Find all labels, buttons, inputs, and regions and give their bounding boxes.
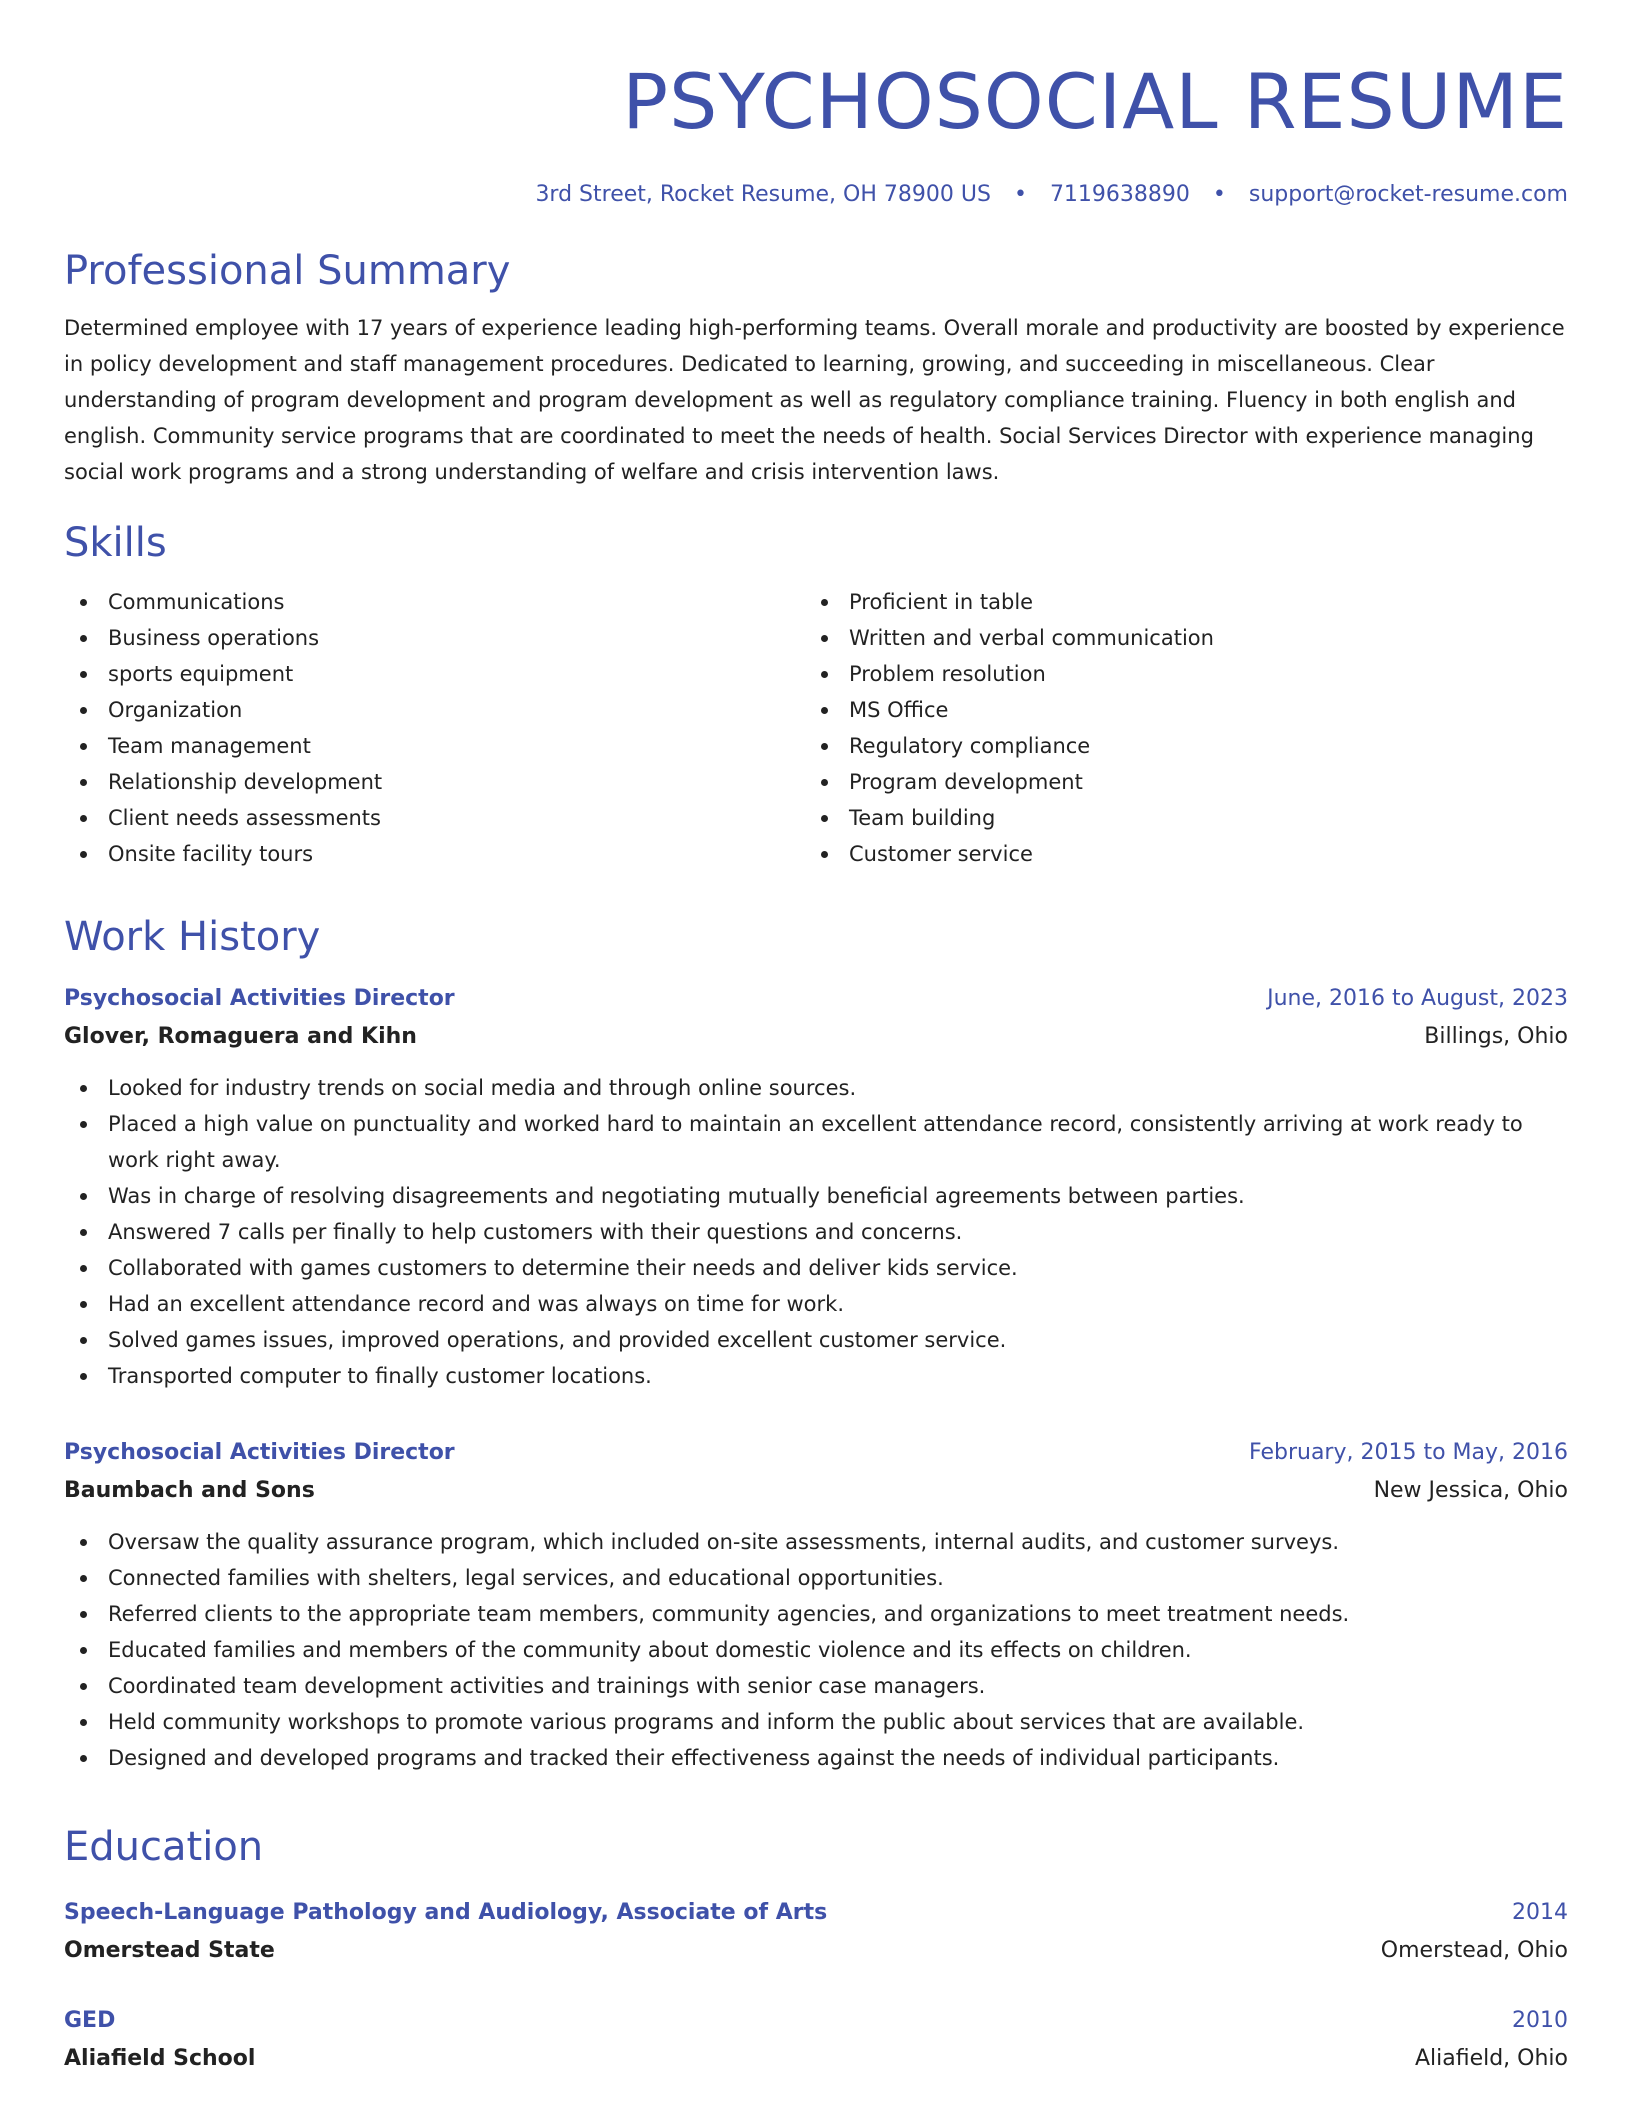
job-dates: June, 2016 to August, 2023 [1267, 986, 1568, 1011]
education-school: Aliafield School [64, 2046, 256, 2071]
education-entry [64, 2002, 1568, 2078]
skill-item: MS Office [805, 692, 1546, 728]
contact-phone: 7119638890 [1049, 182, 1190, 207]
skill-item: sports equipment [64, 656, 805, 692]
skill-item: Proficient in table [805, 584, 1546, 620]
job-bullet: Had an excellent attendance record and was always on time for work. [64, 1286, 1568, 1322]
job-bullet: Solved games issues, improved operations, and provided excellent customer service. [64, 1322, 1568, 1358]
skill-item: Team management [64, 728, 805, 764]
education-year: 2010 [1512, 2008, 1568, 2033]
education-degree: GED [64, 2008, 116, 2033]
job-bullet: Placed a high value on punctuality and worked hard to maintain an excellent attendance record, consistently arriving at work ready to work right away. [64, 1106, 1568, 1178]
job-location: New Jessica, Ohio [1373, 1478, 1568, 1503]
job-company-row [64, 1018, 1568, 1056]
summary-title: Professional Summary [64, 248, 511, 294]
skill-item: Customer service [805, 836, 1546, 872]
job-bullet: Answered 7 calls per finally to help customers with their questions and concerns. [64, 1214, 1568, 1250]
education-title: Education [64, 1824, 264, 1870]
summary-text: Determined employee with 17 years of experience leading high-performing teams. Overall morale and productivity are boosted by experience in policy development and staff management procedures. Dedicated to learning, growing, and succeeding in miscellaneous. Clear understanding of program development and program development as well as regulatory compliance training. Fluency in both english and english. Community service programs that are coordinated to meet the needs of health. Social Services Director with experience managing social work programs and a strong understanding of welfare and crisis intervention laws. [64, 316, 1565, 484]
job-bullet: Coordinated team development activities and trainings with senior case managers. [64, 1668, 1568, 1704]
job-entry [64, 980, 1568, 1394]
education-header-row [64, 1894, 1568, 1932]
skills-title: Skills [64, 520, 167, 566]
education-year: 2014 [1512, 1900, 1568, 1925]
job-role: Psychosocial Activities Director [64, 1440, 455, 1465]
skill-item: Team building [805, 800, 1546, 836]
job-bullet: Held community workshops to promote various programs and inform the public about services that are available. [64, 1704, 1568, 1740]
job-company: Baumbach and Sons [64, 1478, 315, 1503]
skill-item: Relationship development [64, 764, 805, 800]
job-location: Billings, Ohio [1424, 1024, 1568, 1049]
skill-item: Communications [64, 584, 805, 620]
education-school-row [64, 2040, 1568, 2078]
job-role: Psychosocial Activities Director [64, 986, 455, 1011]
skill-item: Regulatory compliance [805, 728, 1546, 764]
skill-item: Problem resolution [805, 656, 1546, 692]
education-header-row [64, 2002, 1568, 2040]
job-company-row [64, 1472, 1568, 1510]
contact-email: support@rocket-resume.com [1248, 182, 1568, 207]
education-school: Omerstead State [64, 1938, 275, 1963]
skills-column-right [805, 584, 1546, 872]
job-bullet: Referred clients to the appropriate team members, community agencies, and organizations to meet treatment needs. [64, 1596, 1568, 1632]
work-history-title: Work History [64, 914, 321, 960]
education-location: Omerstead, Ohio [1380, 1938, 1568, 1963]
education-entry [64, 1894, 1568, 1970]
job-bullet: Educated families and members of the community about domestic violence and its effects on children. [64, 1632, 1568, 1668]
contact-separator: • [1212, 182, 1226, 207]
skill-item: Program development [805, 764, 1546, 800]
skills-grid [64, 584, 1568, 872]
job-bullets [64, 1070, 1568, 1394]
contact-separator: • [1013, 182, 1027, 207]
job-company: Glover, Romaguera and Kihn [64, 1024, 417, 1049]
education-school-row [64, 1932, 1568, 1970]
skill-item: Organization [64, 692, 805, 728]
education-degree: Speech-Language Pathology and Audiology, Associate of Arts [64, 1900, 828, 1925]
job-bullet: Connected families with shelters, legal services, and educational opportunities. [64, 1560, 1568, 1596]
job-header-row [64, 1434, 1568, 1472]
skill-item: Written and verbal communication [805, 620, 1546, 656]
job-bullet: Transported computer to finally customer locations. [64, 1358, 1568, 1394]
contact-line [64, 180, 1568, 210]
job-bullet: Looked for industry trends on social media and through online sources. [64, 1070, 1568, 1106]
job-bullet: Collaborated with games customers to determine their needs and deliver kids service. [64, 1250, 1568, 1286]
resume-name: PSYCHOSOCIAL RESUME [622, 57, 1568, 146]
contact-address: 3rd Street, Rocket Resume, OH 78900 US [535, 182, 991, 207]
resume-header [64, 0, 1568, 210]
job-header-row [64, 980, 1568, 1018]
skills-column-left [64, 584, 805, 872]
job-bullet: Designed and developed programs and tracked their effectiveness against the needs of individual participants. [64, 1740, 1568, 1776]
skill-item: Business operations [64, 620, 805, 656]
skill-item: Client needs assessments [64, 800, 805, 836]
job-bullet: Was in charge of resolving disagreements and negotiating mutually beneficial agreements between parties. [64, 1178, 1568, 1214]
job-entry [64, 1434, 1568, 1776]
job-bullet: Oversaw the quality assurance program, which included on-site assessments, internal audits, and customer surveys. [64, 1524, 1568, 1560]
skill-item: Onsite facility tours [64, 836, 805, 872]
job-bullets [64, 1524, 1568, 1776]
education-location: Aliafield, Ohio [1414, 2046, 1568, 2071]
job-dates: February, 2015 to May, 2016 [1249, 1440, 1568, 1465]
